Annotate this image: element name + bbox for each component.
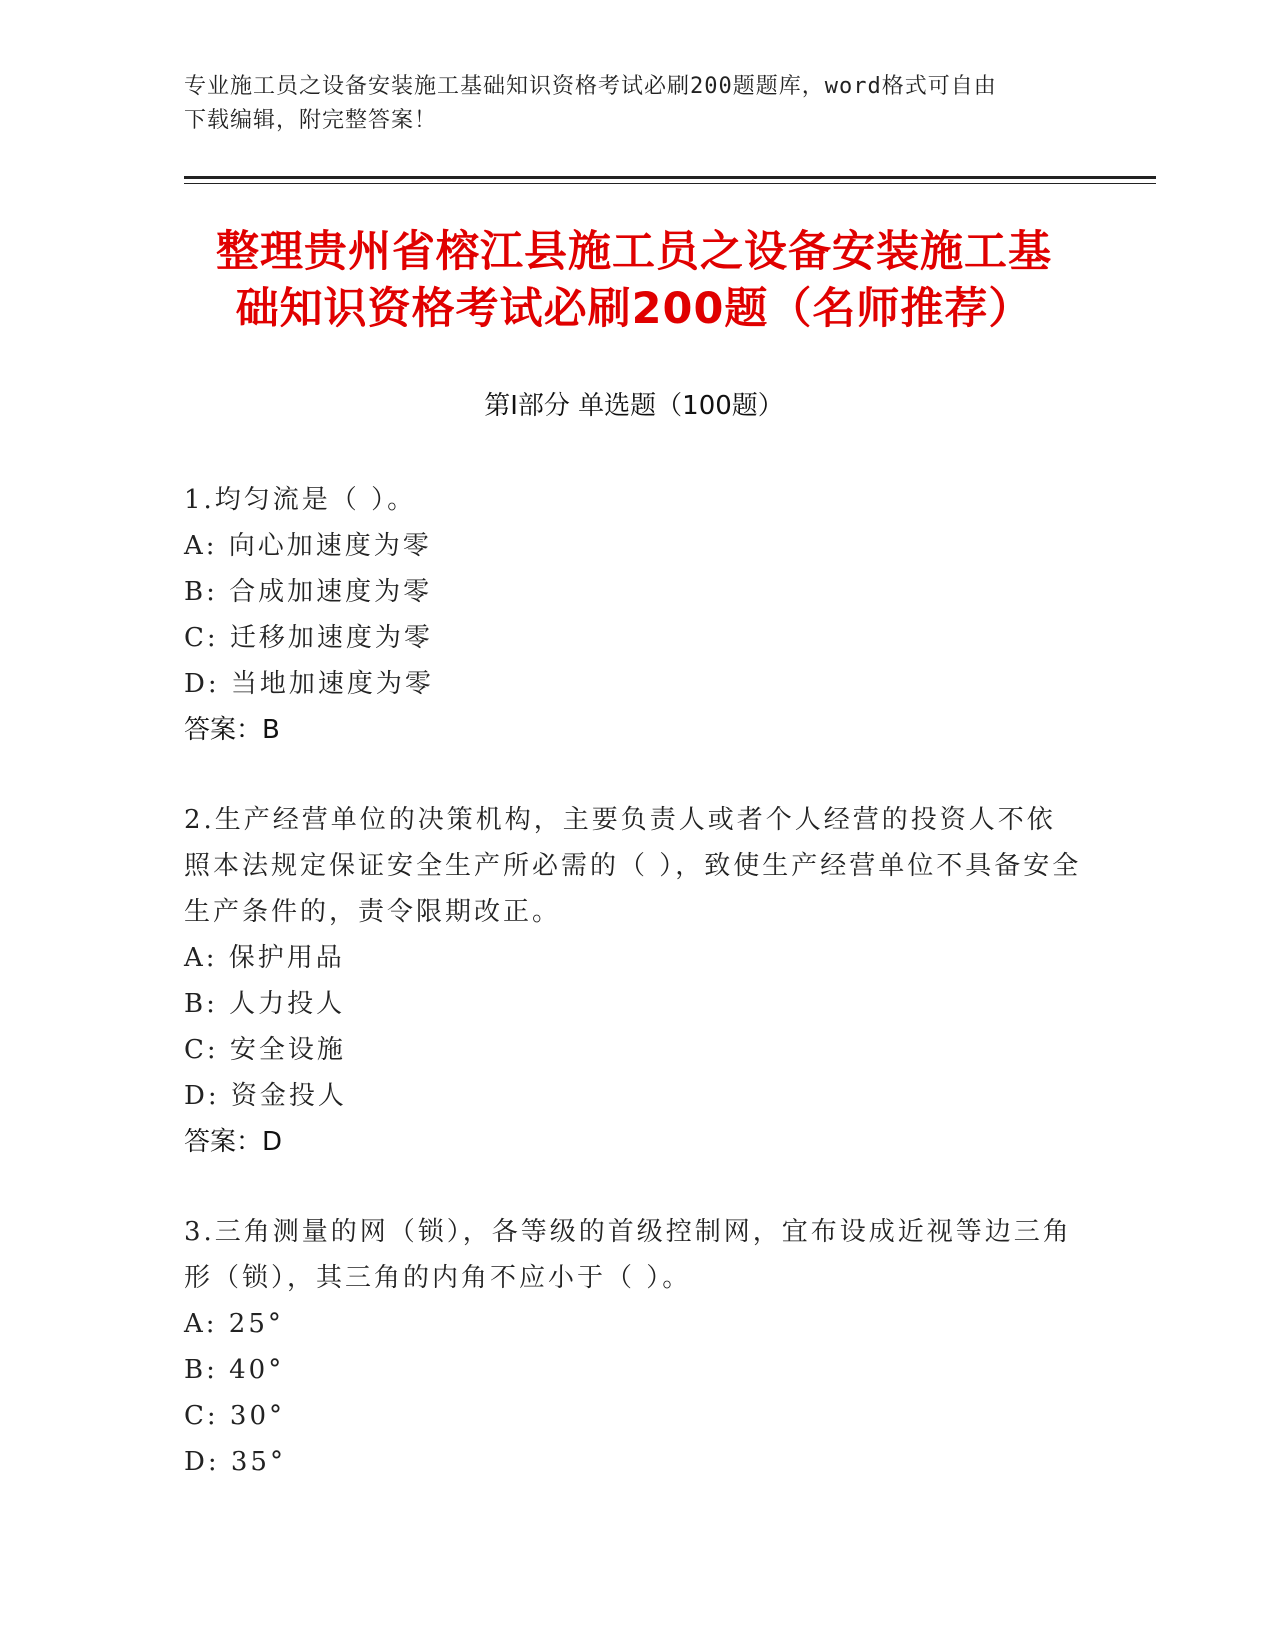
header-divider-thin xyxy=(184,183,1156,184)
header-line-1: 专业施工员之设备安装施工基础知识资格考试必刷200题题库，word格式可自由 xyxy=(184,74,997,99)
option-b: B: 人力投人 xyxy=(184,989,346,1019)
option-d: D: 资金投人 xyxy=(184,1081,347,1111)
option-c: C: 30° xyxy=(184,1401,286,1431)
question-3 xyxy=(184,1209,1084,1485)
option-a: A: 向心加速度为零 xyxy=(184,531,432,561)
option-d: D: 当地加速度为零 xyxy=(184,669,434,699)
option-c: C: 迁移加速度为零 xyxy=(184,623,433,653)
header-divider-thick xyxy=(184,176,1156,179)
question-list xyxy=(184,477,1084,1529)
option-b: B: 40° xyxy=(184,1355,285,1385)
option-b: B: 合成加速度为零 xyxy=(184,577,433,607)
header-line-2: 下载编辑，附完整答案！ xyxy=(184,108,438,133)
question-stem: 2.生产经营单位的决策机构，主要负责人或者个人经营的投资人不依照本法规定保证安全生产所必需的（ ），致使生产经营单位不具备安全生产条件的，责令限期改正。 xyxy=(184,805,1082,927)
option-d: D: 35° xyxy=(184,1447,286,1477)
question-stem: 1.均匀流是（ ）。 xyxy=(184,485,417,515)
answer-label: 答案：D xyxy=(184,1127,283,1157)
title-line-2: 础知识资格考试必刷200题（名师推荐） xyxy=(235,284,1033,334)
title-line-1: 整理贵州省榕江县施工员之设备安装施工基 xyxy=(216,227,1052,277)
section-heading: 第I部分 单选题（100题） xyxy=(484,391,784,421)
option-a: A: 25° xyxy=(184,1309,284,1339)
answer-label: 答案：B xyxy=(184,715,280,745)
document-header xyxy=(184,70,1064,138)
document-title xyxy=(184,224,1084,338)
option-c: C: 安全设施 xyxy=(184,1035,346,1065)
question-stem: 3.三角测量的网（锁），各等级的首级控制网，宜布设成近视等边三角形（锁），其三角的内角不应小于（ ）。 xyxy=(184,1217,1072,1293)
option-a: A: 保护用品 xyxy=(184,943,345,973)
question-2 xyxy=(184,797,1084,1165)
question-1 xyxy=(184,477,1084,753)
